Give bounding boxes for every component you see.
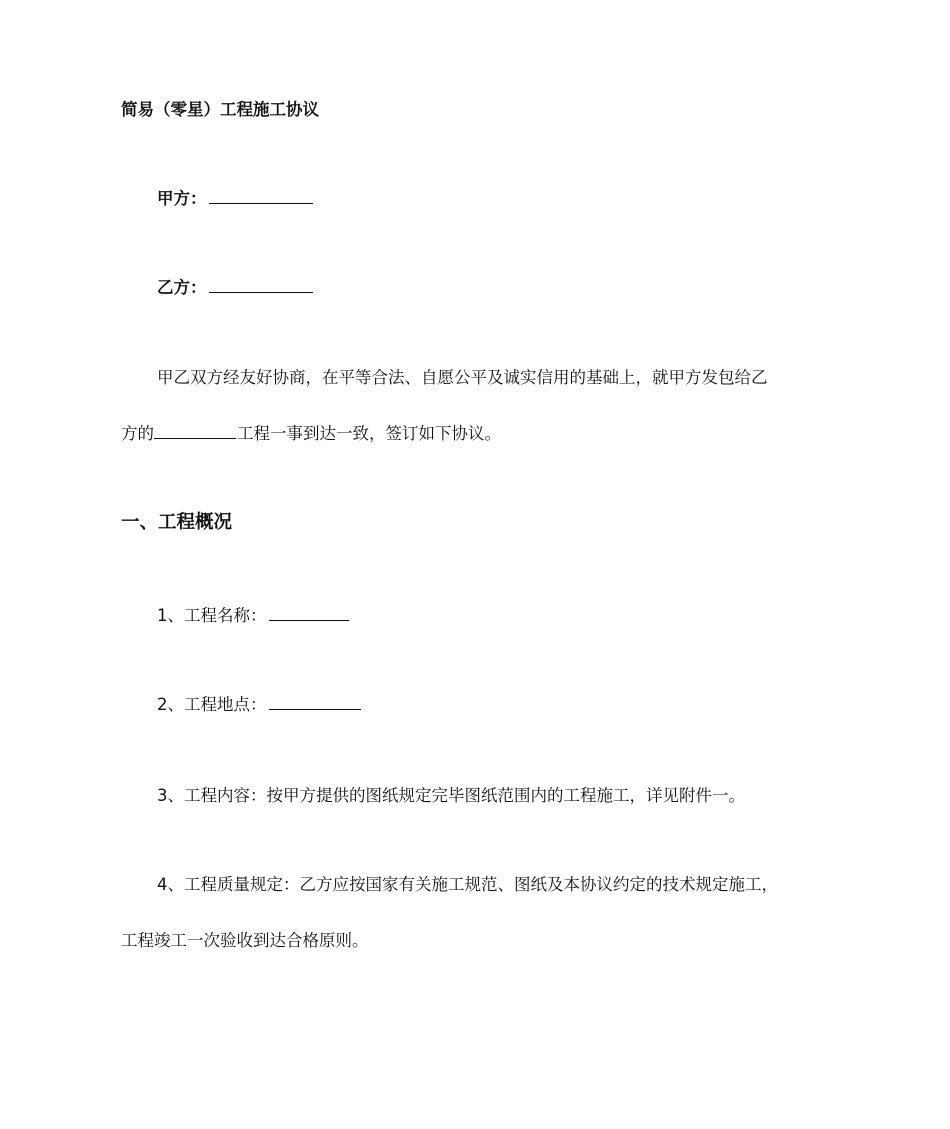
project-blank [154, 422, 236, 439]
item-3-text: 3、工程内容：按甲方提供的图纸规定完毕图纸范围内的工程施工，详见附件一。 [157, 786, 745, 805]
party-b-line [157, 276, 313, 300]
item-2-blank [269, 693, 361, 710]
item-1-line [157, 604, 349, 628]
party-b-label: 乙方： [157, 278, 207, 297]
party-a-blank [209, 187, 313, 204]
intro-line-2-suffix: 工程一事到达一致，签订如下协议。 [237, 424, 501, 443]
item-2-label: 2、工程地点： [157, 695, 267, 714]
item-2-line [157, 693, 361, 717]
party-a-label: 甲方： [157, 189, 207, 208]
item-4-line-2: 工程竣工一次验收到达合格原则。 [121, 931, 369, 950]
item-1-blank [269, 604, 349, 621]
item-1-label: 1、工程名称： [157, 606, 267, 625]
document-title: 简易（零星）工程施工协议 [121, 100, 319, 119]
party-b-blank [209, 276, 313, 293]
intro-line-2 [121, 422, 501, 446]
item-4-line-1: 4、工程质量规定：乙方应按国家有关施工规范、图纸及本协议约定的技术规定施工， [157, 875, 778, 894]
section-1-heading: 一、工程概况 [121, 512, 233, 533]
party-a-line [157, 187, 313, 211]
intro-line-2-prefix: 方的 [121, 424, 154, 443]
intro-line-1: 甲乙双方经友好协商，在平等合法、自愿公平及诚实信用的基础上，就甲方发包给乙 [157, 368, 768, 387]
